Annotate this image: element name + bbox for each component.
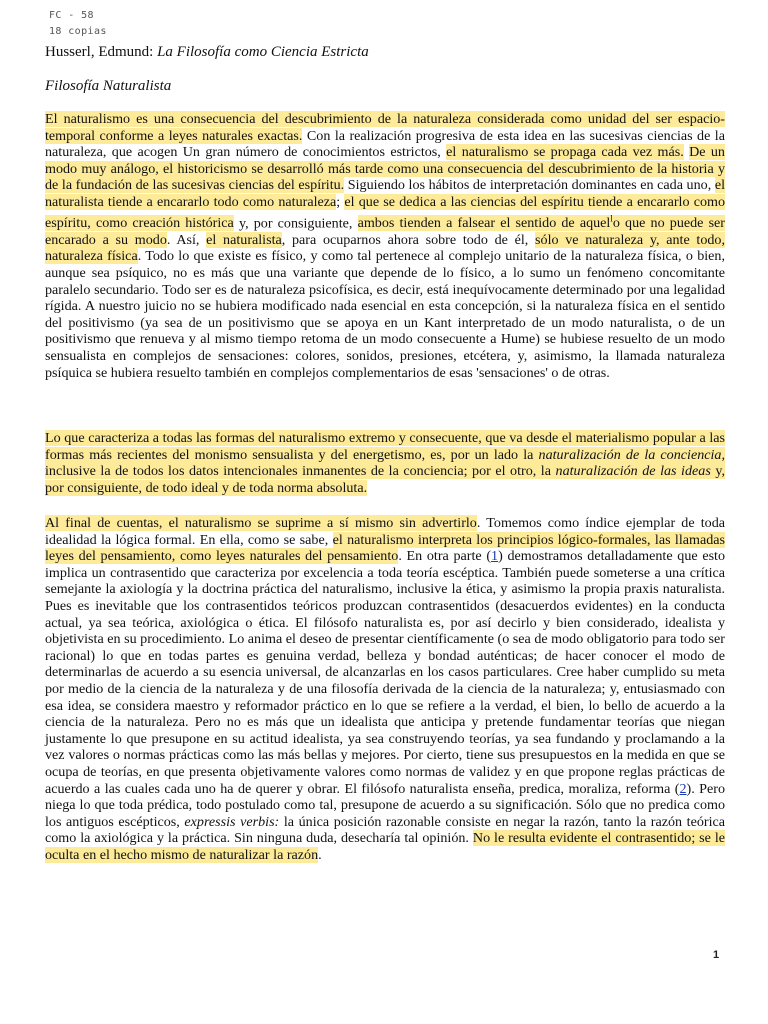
highlighted-text: Al final de cuentas, el naturalismo se suprime a sí mismo sin advertirlo: [45, 515, 477, 531]
highlighted-text: el naturalista tiende a encararlo todo como naturaleza: [45, 177, 725, 210]
document-code-line: FC - 58: [49, 10, 94, 21]
highlighted-text: y, por consiguiente, de todo ideal y de toda norma absoluta.: [45, 463, 725, 496]
footnote-link[interactable]: 1: [491, 548, 499, 565]
copies-line: 18 copias: [49, 26, 107, 37]
highlighted-text: inclusive la de todos los datos intencionales inmanentes de la conciencia; por el otro, la: [45, 463, 556, 480]
highlighted-text: ambos tienden a falsear el sentido de aquel: [357, 215, 611, 232]
book-title: La Filosofía como Ciencia Estricta: [157, 44, 369, 60]
paragraph: [45, 430, 725, 496]
highlighted-text: o que no puede ser encarado a su modo: [45, 215, 725, 248]
footnote-link[interactable]: 2: [679, 780, 687, 797]
document-title: [45, 43, 369, 61]
paragraph: Al final de cuentas, el naturalismo se suprime a sí mismo sin advertirlo. Tomemos como índice ejemplar de toda idealidad la lógica formal. En ella, como se sabe, el naturalismo interpreta los principios lógico-formales, las llamadas leyes del pensamiento, como leyes naturales del pensamiento. En otra parte (1) demostramos detalladamente que esto implica un contrasentido que caracteriza por excelencia a toda teoría escéptica. También puede someterse a una crítica semejante la axiología y la doctrina práctica del naturalismo, inclusive la ética, y asimismo la propia praxis naturalista. Pues es inevitable que los contrasentidos teóricos produzcan contrasentidos (desacuerdos evidentes) en la conducta actual, ya sea teórica, axiológica o ética. El filósofo naturalista es, por así decirlo y bien considerado, idealista y objetivista en su procedimiento. Lo anima el deseo de presentar científicamente (o sea de modo obligatorio para todo ser racional) lo que en todas partes es genuina verdad, belleza y bondad auténticas; de hacer conocer el modo de determinarlas de acuerdo a su esencia universal, de alcanzarlas en los casos particulares. Cree haber cumplido su meta por medio de la ciencia de la naturaleza y de una filosofía derivada de la ciencia de la naturaleza; y, entusiasmado con esa idea, se considera maestro y reformador práctico en lo que se refiere a la verdad, el bien, lo bello de acuerdo a la ciencia de la naturaleza. Pero no es más que un idealista que anticipa y pretende fundamentar teorías que niegan justamente lo que presupone en su actitud idealista, ya sea construyendo teorías, ya sea fundando y proclamando a la vez valores o normas prácticas como las más bellas y mejores. Por cierto, tiene sus presupuestos en la medida en que se ocupa de teorías, en que presenta objetivamente valores como normas de validez y en que propone reglas prácticas de acuerdo a las cuales cada uno ha de querer y obrar. El filósofo naturalista enseña, predica, moraliza, reforma (2). Pero niega lo que toda prédica, todo postulado como tal, presupone de acuerdo a su significación. Sólo que no predica como los antiguos escépticos, expressis verbis: la única posición razonable consiste en negar la razón, tanto la razón teórica como la axiológica y la práctica. Sin ninguna duda, desecharía tal opinión. No le resulta evidente el contrasentido; se le oculta en el hecho mismo de naturalizar la razón.: [45, 515, 726, 863]
highlighted-text: el naturalista: [206, 231, 282, 248]
highlighted-text: el naturalismo se propaga cada vez más.: [446, 144, 684, 161]
highlighted-text: El naturalismo es una consecuencia del descubrimiento de la naturaleza considerada como unidad del ser espacio-temporal conforme a leyes naturales exactas.: [45, 111, 725, 144]
section-title: Filosofía Naturalista: [45, 78, 172, 94]
highlighted-text: l: [610, 215, 613, 231]
highlighted-text: naturalización de la conciencia,: [538, 446, 725, 463]
highlighted-text: el naturalismo interpreta los principios lógico-formales, las llamadas leyes del pensamiento, como leyes naturales del pensamiento: [45, 531, 725, 565]
author-name: Husserl, Edmund:: [45, 44, 158, 60]
paragraph: El naturalismo es una consecuencia del descubrimiento de la naturaleza considerada como unidad del ser espacio-temporal conforme a leyes naturales exactas. Con la realización progresiva de esta idea en las sucesivas ciencias de la naturaleza, que acogen Un gran número de conocimientos estrictos, el naturalismo se propaga cada vez más. De un modo muy análogo, el historicismo se desarrolló más tarde como una consecuencia del descubrimiento de la historia y de la fundación de las sucesivas ciencias del espíritu. Siguiendo los hábitos de interpretación dominantes en cada uno, el naturalista tiende a encararlo todo como naturaleza; el que se dedica a las ciencias del espíritu tiende a encararlo como espíritu, como creación histórica y, por consiguiente, ambos tienden a falsear el sentido de aquel$^l$o que no puede ser encarado a su modo. Así, el naturalista, para ocuparnos ahora sobre todo de él, sólo ve naturaleza y, ante todo, naturaleza física. Todo lo que existe es físico, y como tal pertenece al complejo unitario de la naturaleza física, o bien, aunque sea psíquico, no es más que una variante que depende de lo físico, a lo sumo un fenómeno concomitante paralelo secundario. Todo ser es de naturaleza psicofísica, es decir, está inequívocamente determinado por una legalidad rígida. A nuestro juicio no se hubiera modificado nada esencial en esta concepción, si la naturaleza física en el sentido del positivismo (ya sea de un positivismo que se apoya en un Kant interpretado de un modo naturalista, o de un positivismo que renueva y al mismo tiempo retoma de un modo consecuente a Hume) se hubiese resuelto de un modo sensualista en complejos de sensaciones: colores, sonidos, presiones, etcétera, y, asimismo, la llamada naturaleza psíquica se hubiera resuelto también en complejos complementarios de esas 'sensaciones' o de otras.: [45, 111, 726, 381]
highlighted-text: sólo ve naturaleza y, ante todo, naturaleza física: [45, 231, 725, 265]
highlighted-text: Lo que caracteriza a todas las formas del naturalismo extremo y consecuente, que va desde el materialismo popular a las formas más recientes del monismo sensualista y del energetismo, es, por un lado la: [45, 430, 725, 463]
highlighted-text: De un modo muy análogo, el historicismo se desarrolló más tarde como una consecuencia del descubrimiento de la historia y de la fundación de las sucesivas ciencias del espíritu.: [45, 144, 725, 194]
highlighted-text: naturalización de las ideas: [555, 463, 711, 480]
highlighted-text: el que se dedica a las ciencias del espíritu tiende a encararlo como espíritu, como creación histórica: [45, 193, 726, 232]
highlighted-text: No le resulta evidente el contrasentido; se le oculta en el hecho mismo de naturalizar la razón: [45, 830, 725, 863]
page-number: 1: [713, 949, 720, 961]
